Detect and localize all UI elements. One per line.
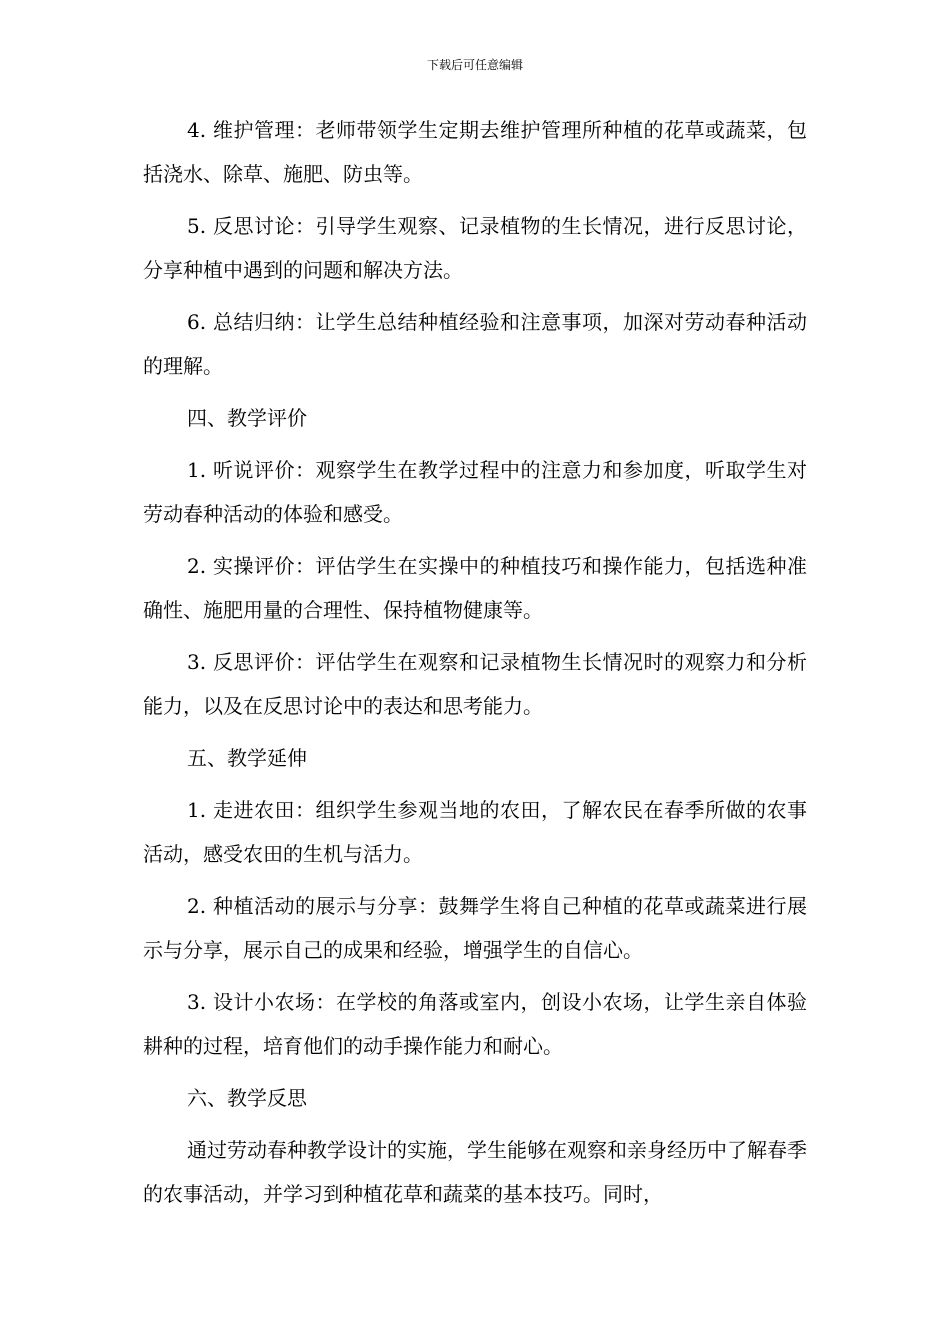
paragraph-maintenance: 4. 维护管理：老师带领学生定期去维护管理所种植的花草或蔬菜，包括浇水、除草、施肥、防虫等。	[143, 118, 807, 186]
document-body	[143, 108, 807, 1216]
paragraph-summary: 6. 总结归纳：让学生总结种植经验和注意事项，加深对劳动春种活动的理解。	[143, 310, 807, 378]
section-heading-evaluation: 四、教学评价	[187, 406, 307, 430]
paragraph-small-farm: 3. 设计小农场：在学校的角落或室内，创设小农场，让学生亲自体验耕种的过程，培育他们的动手操作能力和耐心。	[143, 990, 807, 1058]
page-header: 下载后可任意编辑	[426, 58, 523, 72]
paragraph-reflection-evaluation: 3. 反思评价：评估学生在观察和记录植物生长情况时的观察力和分析能力，以及在反思讨论中的表达和思考能力。	[143, 650, 807, 718]
section-heading-reflection: 六、教学反思	[187, 1086, 307, 1110]
paragraph-practical-evaluation: 2. 实操评价：评估学生在实操中的种植技巧和操作能力，包括选种准确性、施肥用量的合理性、保持植物健康等。	[143, 554, 807, 622]
paragraph-reflection-discussion: 5. 反思讨论：引导学生观察、记录植物的生长情况，进行反思讨论，分享种植中遇到的问题和解决方法。	[143, 214, 807, 282]
paragraph-reflection-body: 通过劳动春种教学设计的实施，学生能够在观察和亲身经历中了解春季的农事活动，并学习到种植花草和蔬菜的基本技巧。同时，	[143, 1138, 807, 1206]
paragraph-listening-evaluation: 1. 听说评价：观察学生在教学过程中的注意力和参加度，听取学生对劳动春种活动的体验和感受。	[143, 458, 807, 526]
section-heading-extension: 五、教学延伸	[187, 746, 307, 770]
paragraph-farm-visit: 1. 走进农田：组织学生参观当地的农田，了解农民在春季所做的农事活动，感受农田的生机与活力。	[143, 798, 807, 866]
paragraph-showcase: 2. 种植活动的展示与分享：鼓舞学生将自己种植的花草或蔬菜进行展示与分享，展示自己的成果和经验，增强学生的自信心。	[143, 894, 807, 962]
